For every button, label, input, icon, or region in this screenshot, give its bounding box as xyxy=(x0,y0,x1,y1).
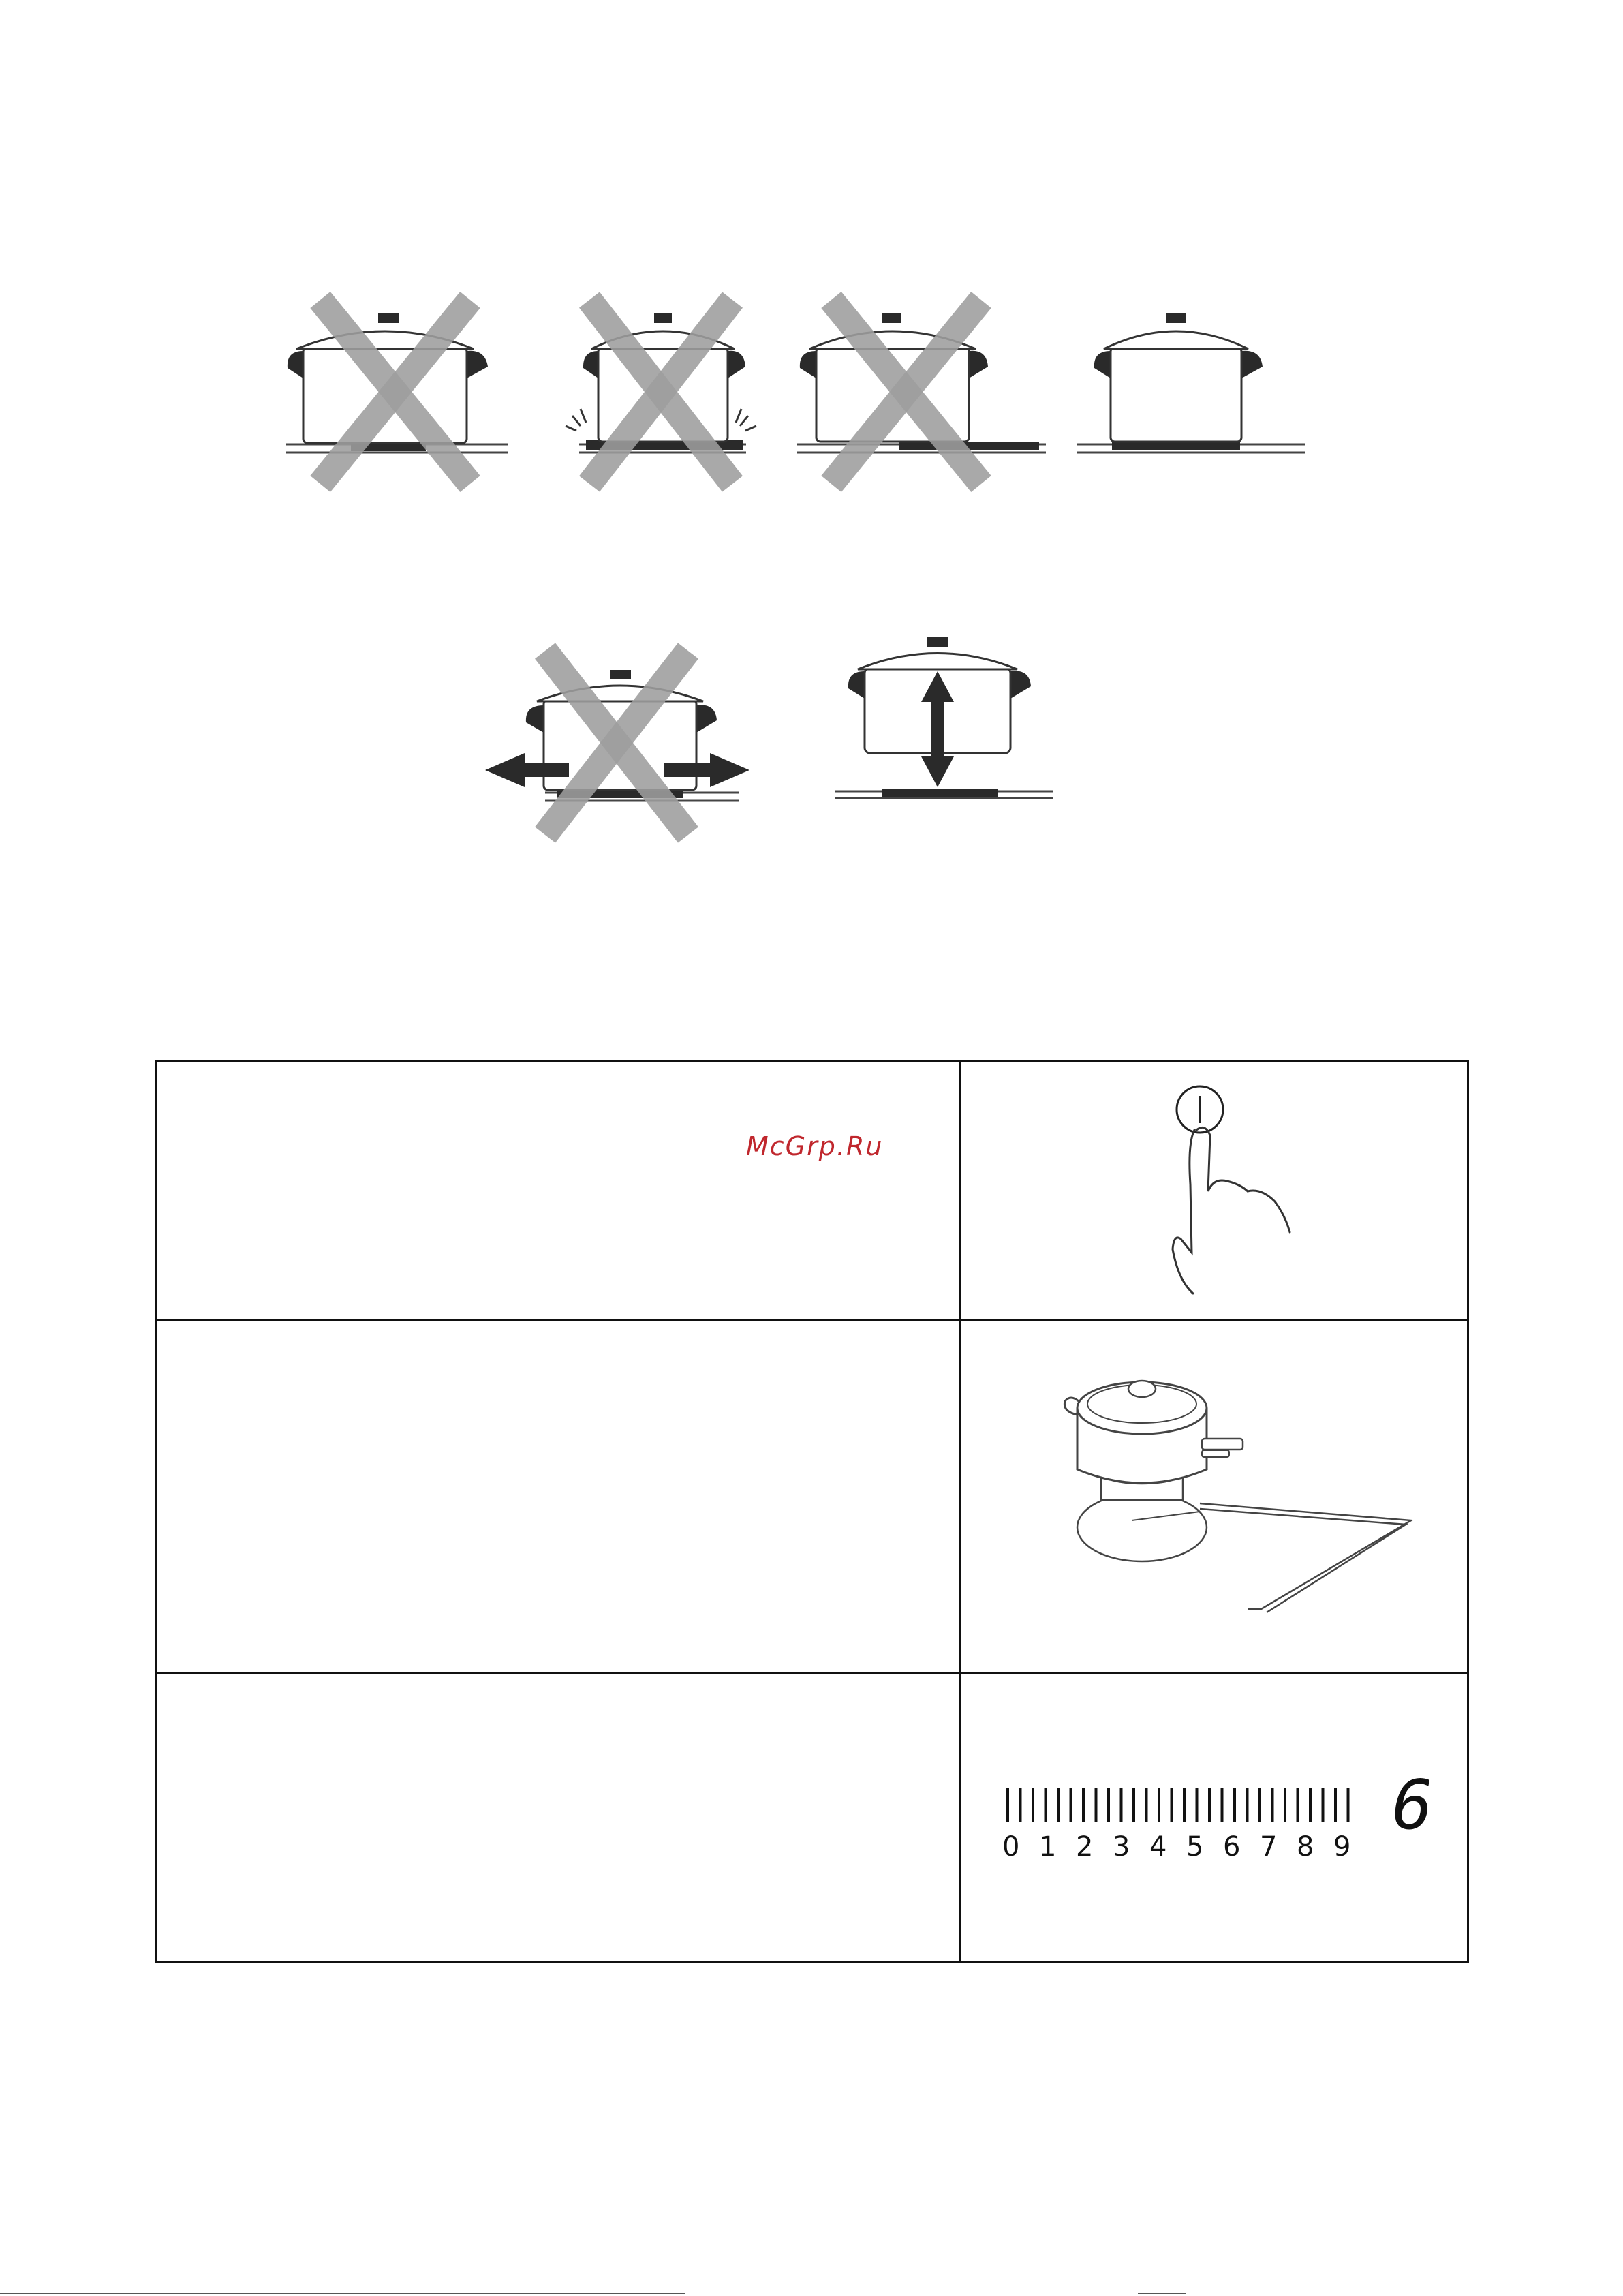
pot-on-zone-icon xyxy=(975,1333,1466,1664)
footer-rule xyxy=(0,2293,685,2294)
scale-bar xyxy=(1145,1788,1148,1822)
scale-label: 4 xyxy=(1149,1831,1167,1863)
pan-figure-sliding xyxy=(477,637,763,848)
scale-bar xyxy=(1334,1788,1337,1822)
table-column-divider xyxy=(959,1062,961,1961)
scale-label: 7 xyxy=(1260,1831,1278,1863)
scale-bar xyxy=(1322,1788,1325,1822)
power-level-digit: 6 xyxy=(1392,1767,1434,1845)
table-row-divider xyxy=(157,1319,1467,1321)
scale-bar xyxy=(1258,1788,1261,1822)
scale-bar xyxy=(1221,1788,1224,1822)
footer-rule xyxy=(1138,2293,1186,2294)
scale-bar xyxy=(1057,1788,1060,1822)
scale-label: 8 xyxy=(1297,1831,1314,1863)
pan-figure-correct xyxy=(1070,286,1315,504)
table-row-divider xyxy=(157,1672,1467,1674)
scale-label: 2 xyxy=(1076,1831,1094,1863)
scale-bar xyxy=(1246,1788,1249,1822)
scale-label: 9 xyxy=(1333,1831,1351,1863)
scale-bar xyxy=(1120,1788,1123,1822)
pan-figure-off-center xyxy=(784,286,1056,504)
scale-bar xyxy=(1107,1788,1110,1822)
pan-figure-lift-to-move xyxy=(828,630,1073,808)
scale-label: 1 xyxy=(1039,1831,1057,1863)
scale-bar xyxy=(1082,1788,1085,1822)
scale-bar xyxy=(1045,1788,1047,1822)
finger-press-icon xyxy=(1132,1075,1336,1311)
scale-bar xyxy=(1196,1788,1199,1822)
instruction-table xyxy=(155,1060,1469,1963)
scale-label: 0 xyxy=(1002,1831,1020,1863)
scale-bar xyxy=(1347,1788,1350,1822)
scale-bar xyxy=(1095,1788,1098,1822)
scale-bar xyxy=(1284,1788,1286,1822)
scale-bars xyxy=(1006,1788,1350,1822)
scale-bar xyxy=(1158,1788,1160,1822)
pan-figure-uneven-base xyxy=(559,286,763,504)
scale-bar xyxy=(1070,1788,1072,1822)
scale-bar xyxy=(1171,1788,1173,1822)
scale-bar xyxy=(1297,1788,1299,1822)
scale-label: 6 xyxy=(1223,1831,1241,1863)
watermark-text: McGrp.Ru xyxy=(746,1131,884,1161)
scale-bar xyxy=(1019,1788,1022,1822)
scale-bar xyxy=(1006,1788,1009,1822)
scale-label: 3 xyxy=(1113,1831,1130,1863)
scale-bar xyxy=(1208,1788,1211,1822)
scale-bar xyxy=(1233,1788,1236,1822)
power-level-scale-icon xyxy=(1002,1767,1452,1883)
scale-bar xyxy=(1309,1788,1312,1822)
scale-bar xyxy=(1183,1788,1186,1822)
scale-label: 5 xyxy=(1186,1831,1204,1863)
scale-bar xyxy=(1271,1788,1274,1822)
scale-bar xyxy=(1032,1788,1034,1822)
scale-bar xyxy=(1132,1788,1135,1822)
pan-figure-too-small xyxy=(273,286,518,504)
